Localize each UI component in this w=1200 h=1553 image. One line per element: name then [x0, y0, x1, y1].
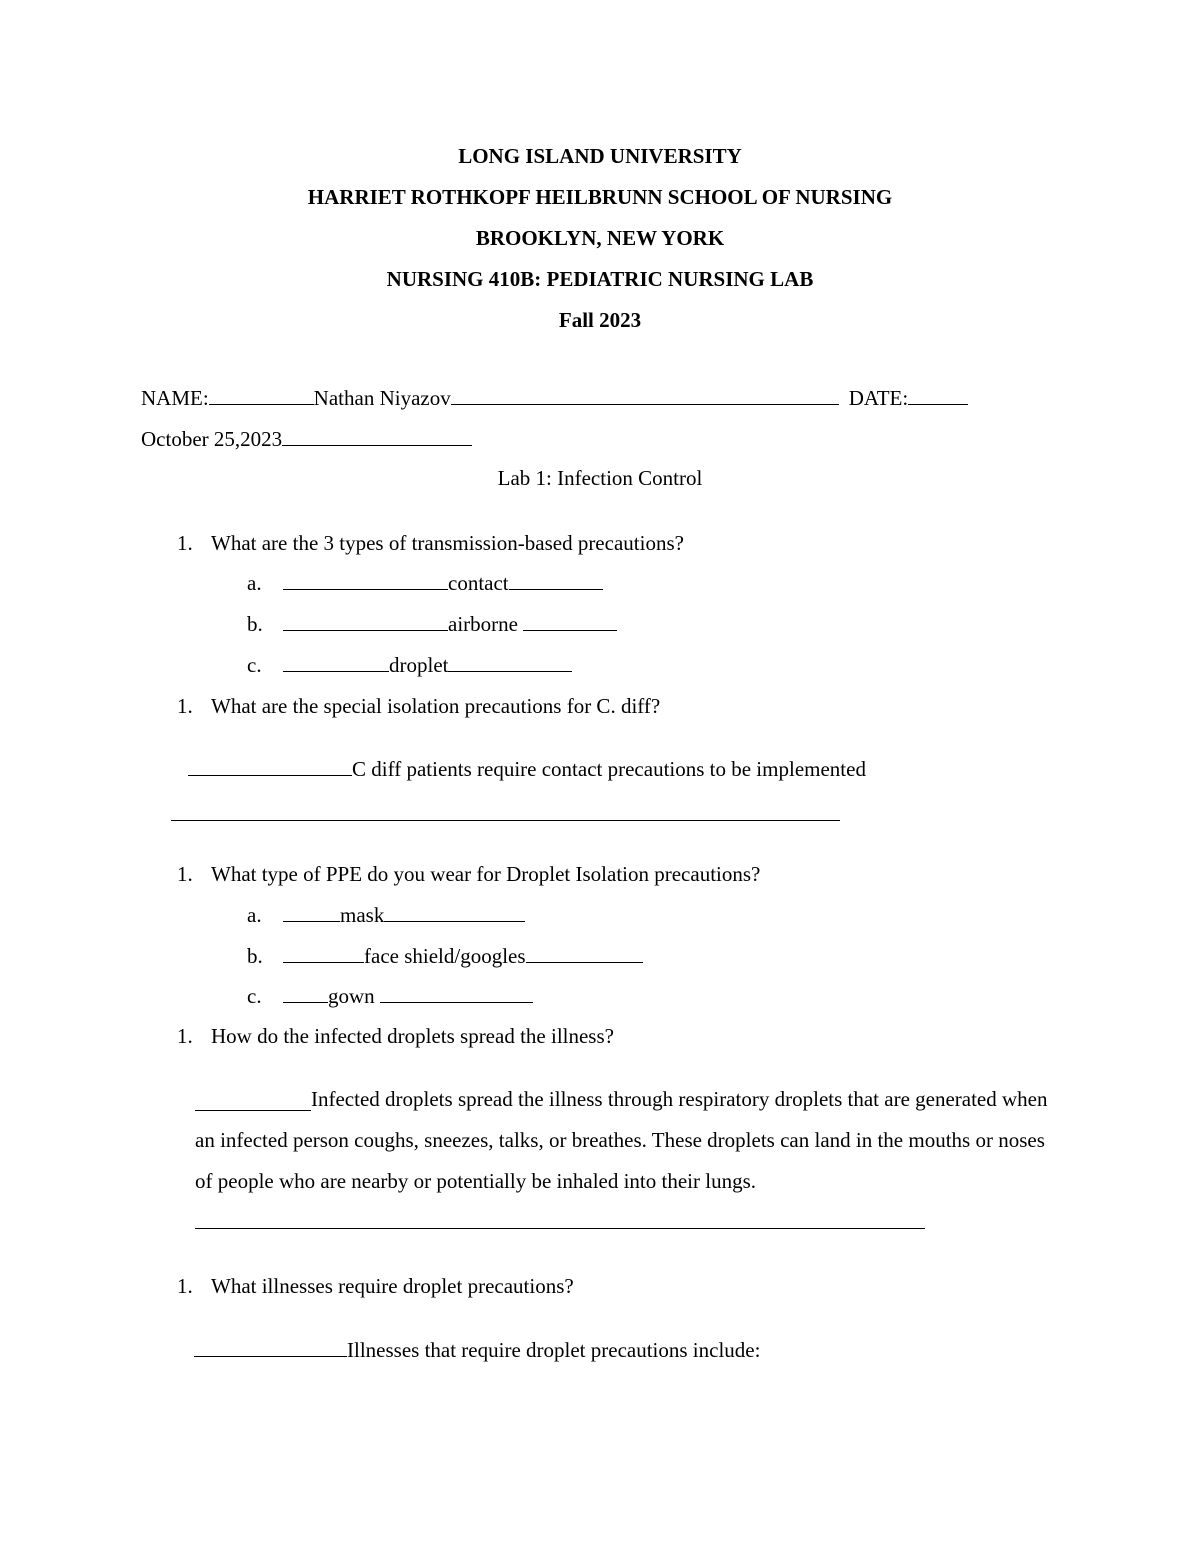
date-line [141, 426, 472, 452]
question-2 [177, 693, 660, 719]
blank-line [451, 403, 839, 405]
answer-1a [247, 570, 603, 596]
question-number: 1. [177, 1274, 193, 1298]
question-5 [177, 1273, 574, 1299]
question-3 [177, 861, 760, 887]
blank-line [384, 920, 525, 922]
answer-3c [247, 983, 533, 1009]
question-number: 1. [177, 694, 193, 718]
blank-line [509, 588, 603, 590]
blank-line [195, 1109, 311, 1111]
question-text: What are the 3 types of transmission-based precautions? [211, 531, 684, 555]
course-title: NURSING 410B: PEDIATRIC NURSING LAB [386, 267, 814, 291]
blank-line [195, 1227, 925, 1229]
blank-line [283, 920, 340, 922]
date-value: October 25,2023 [141, 427, 283, 451]
question-text: What type of PPE do you wear for Droplet Isolation precautions? [211, 862, 761, 886]
question-text: What are the special isolation precautions for C. diff? [211, 694, 661, 718]
response-4 [195, 1079, 1055, 1243]
blank-line [171, 820, 840, 821]
term-title: Fall 2023 [558, 308, 642, 332]
blank-line [283, 961, 364, 963]
blank-line [209, 403, 314, 405]
question-text: What illnesses require droplet precautions? [211, 1274, 574, 1298]
name-value: Nathan Niyazov [313, 386, 451, 410]
blank-line [188, 774, 352, 776]
answer-letter: a. [247, 571, 262, 595]
answer-value: mask [340, 903, 385, 927]
answer-letter: a. [247, 903, 262, 927]
blank-line [448, 670, 572, 672]
school-title: HARRIET ROTHKOPF HEILBRUNN SCHOOL OF NURSING [307, 185, 893, 209]
answer-1c [247, 652, 572, 678]
blank-line [283, 670, 389, 672]
blank-line [283, 629, 448, 631]
response-text: C diff patients require contact precautions to be implemented [352, 757, 866, 781]
blank-line [194, 1355, 347, 1357]
blank-line [523, 629, 617, 631]
question-number: 1. [177, 862, 193, 886]
blank-line [380, 1001, 533, 1003]
response-2 [188, 756, 866, 782]
response-text: Infected droplets spread the illness through respiratory droplets that are generated when an infected person coughs, sneezes, talks, or breathes. These droplets can land in the mouths or noses of people who are nearby or potentially be inhaled into their lungs. [195, 1087, 1048, 1193]
university-title: LONG ISLAND UNIVERSITY [458, 144, 742, 168]
answer-value: airborne [448, 612, 518, 636]
answer-value: contact [448, 571, 509, 595]
name-label: NAME: [141, 386, 209, 410]
blank-line [908, 403, 968, 405]
question-number: 1. [177, 1024, 193, 1048]
question-4 [177, 1023, 614, 1049]
answer-1b [247, 611, 617, 637]
blank-line [282, 444, 472, 446]
date-label: DATE: [848, 386, 909, 410]
lab-title: Lab 1: Infection Control [497, 466, 703, 490]
location-title: BROOKLYN, NEW YORK [475, 226, 725, 250]
answer-letter: c. [247, 653, 262, 677]
answer-value: droplet [389, 653, 449, 677]
question-text: How do the infected droplets spread the illness? [211, 1024, 614, 1048]
question-number: 1. [177, 531, 193, 555]
name-date-line [141, 385, 968, 411]
answer-3a [247, 902, 525, 928]
question-1 [177, 530, 684, 556]
answer-value: gown [328, 984, 375, 1008]
answer-3b [247, 943, 643, 969]
answer-value: face shield/googles [364, 944, 526, 968]
blank-line [283, 588, 448, 590]
answer-letter: c. [247, 984, 262, 1008]
answer-letter: b. [247, 944, 263, 968]
response-5 [194, 1337, 760, 1363]
blank-line [526, 961, 643, 963]
blank-line [283, 1001, 328, 1003]
answer-letter: b. [247, 612, 263, 636]
response-text: Illnesses that require droplet precautions include: [347, 1338, 761, 1362]
